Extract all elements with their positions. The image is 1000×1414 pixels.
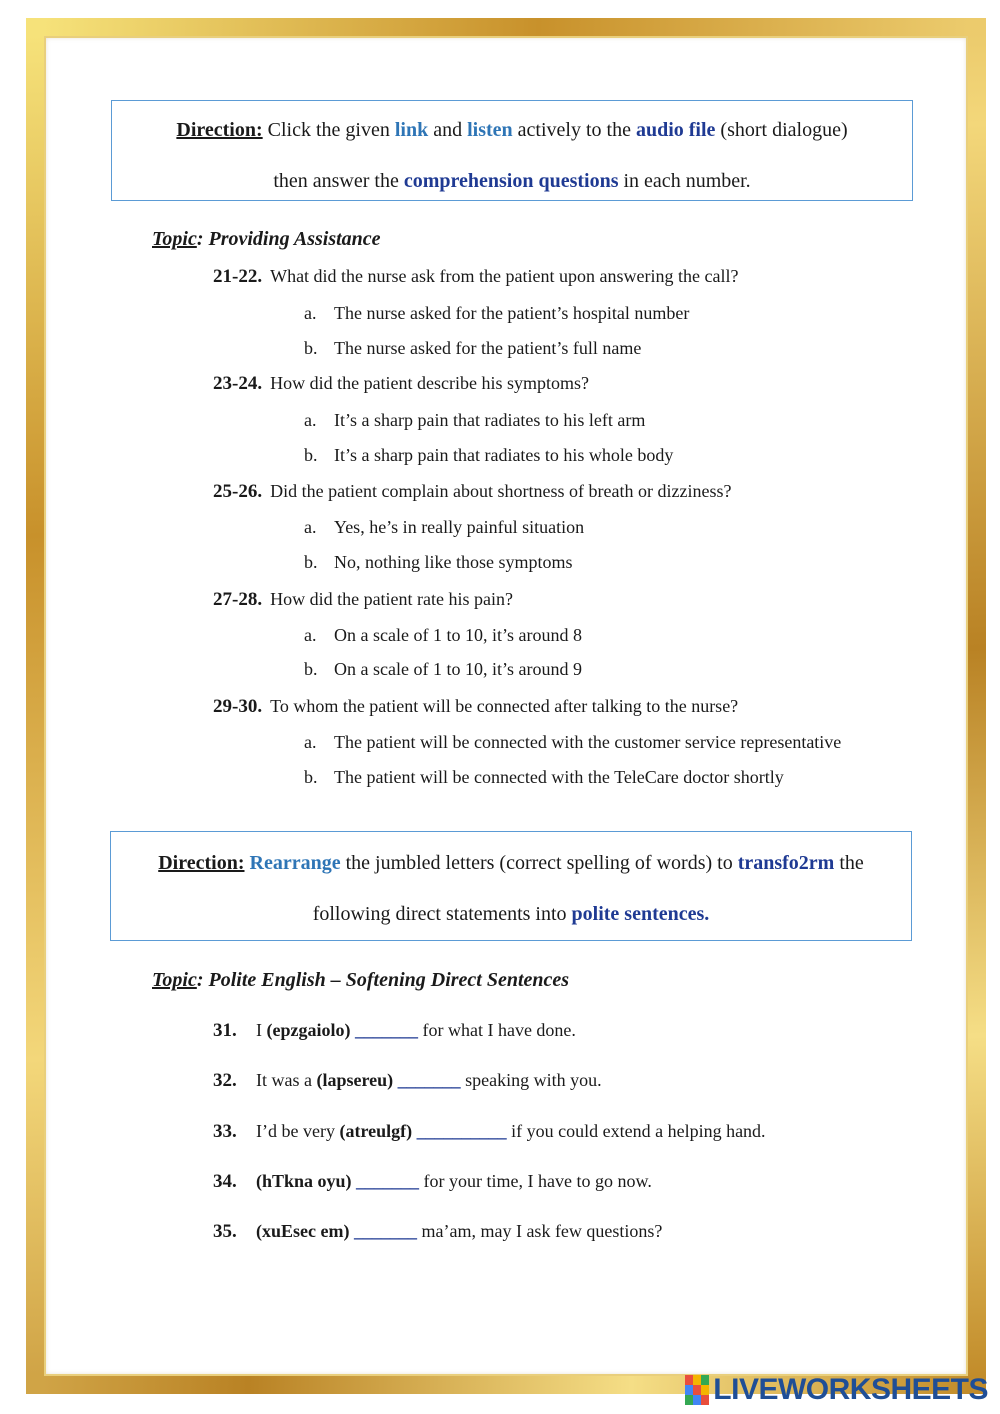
direction-box-listening [111, 100, 913, 201]
option-29-30-b[interactable]: b. The patient will be connected with the TeleCare doctor shortly [304, 767, 784, 787]
audio-file-keyword: audio file [635, 119, 716, 141]
option-29-30-a[interactable]: a. The patient will be connected with the customer service representative [304, 732, 842, 752]
liveworksheets-mark-icon [685, 1375, 709, 1405]
direction-box-rearrange [110, 831, 912, 941]
rearrange-keyword: Rearrange [249, 852, 341, 874]
option-23-24-a[interactable]: a. It’s a sharp pain that radiates to his left arm [304, 410, 646, 430]
option-25-26-b[interactable]: b. No, nothing like those symptoms [304, 552, 573, 572]
item-35: 35. (xuEsec em) _______ ma’am, may I ask few questions? [213, 1221, 663, 1242]
option-21-22-a[interactable]: a. The nurse asked for the patient’s hospital number [304, 303, 690, 323]
answer-blank-31[interactable]: _______ [354, 1020, 418, 1040]
transform-keyword: transfo2rm [737, 852, 835, 874]
option-23-24-b[interactable]: b. It’s a sharp pain that radiates to his whole body [304, 445, 674, 465]
direction-line-1: Direction: Click the given link and listen actively to the audio file (short dialogue) [176, 119, 848, 141]
question-21-22: 21-22. What did the nurse ask from the patient upon answering the call? [213, 266, 739, 287]
answer-blank-32[interactable]: _______ [397, 1070, 461, 1090]
comprehension-keyword: comprehension questions [403, 170, 619, 192]
listen-keyword: listen [467, 119, 513, 141]
polite-sentences-keyword: polite sentences. [571, 903, 710, 925]
direction-label: Direction: [176, 119, 263, 141]
link-keyword[interactable]: link [394, 119, 429, 141]
item-32: 32. It was a (lapsereu) _______ speaking with you. [213, 1070, 602, 1091]
answer-blank-33[interactable]: __________ [416, 1121, 507, 1141]
question-27-28: 27-28. How did the patient rate his pain? [213, 589, 514, 610]
question-23-24: 23-24. How did the patient describe his symptoms? [213, 373, 590, 394]
topic-heading-assistance: Topic: Providing Assistance [152, 228, 381, 250]
option-27-28-b[interactable]: b. On a scale of 1 to 10, it’s around 9 [304, 659, 582, 679]
logo-text: LIVEWORKSHEETS [713, 1373, 988, 1406]
direction2-line-1: Direction: Rearrange the jumbled letters (correct spelling of words) to transfo2rm the [158, 852, 864, 874]
question-29-30: 29-30. To whom the patient will be connected after talking to the nurse? [213, 696, 739, 717]
item-31: 31. I (epzgaiolo) _______ for what I have done. [213, 1020, 576, 1041]
item-33: 33. I’d be very (atreulgf) __________ if you could extend a helping hand. [213, 1121, 766, 1142]
liveworksheets-logo [685, 1372, 988, 1408]
answer-blank-34[interactable]: _______ [356, 1171, 420, 1191]
question-25-26: 25-26. Did the patient complain about shortness of breath or dizziness? [213, 481, 732, 502]
option-27-28-a[interactable]: a. On a scale of 1 to 10, it’s around 8 [304, 625, 582, 645]
direction2-line-2: following direct statements into polite sentences. [312, 903, 710, 925]
option-21-22-b[interactable]: b. The nurse asked for the patient’s full name [304, 338, 642, 358]
item-34: 34. (hTkna oyu) _______ for your time, I have to go now. [213, 1171, 652, 1192]
direction-line-2: then answer the comprehension questions in each number. [273, 170, 751, 192]
topic-heading-polite-english: Topic: Polite English – Softening Direct Sentences [152, 969, 570, 991]
answer-blank-35[interactable]: _______ [353, 1221, 417, 1241]
option-25-26-a[interactable]: a. Yes, he’s in really painful situation [304, 517, 585, 537]
